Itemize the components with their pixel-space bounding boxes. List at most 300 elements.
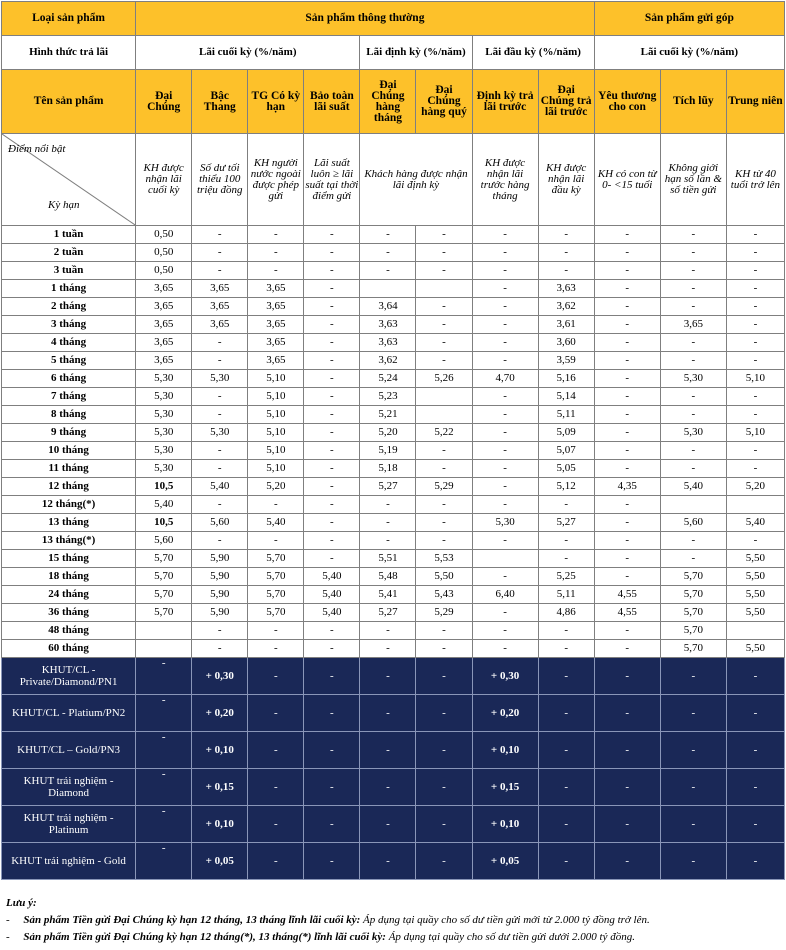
rate-cell-dinh-ky-tra-truoc: - — [472, 262, 538, 280]
rate-cell-dinh-ky-tra-truoc: - — [472, 334, 538, 352]
rate-cell-tich-luy: - — [660, 442, 726, 460]
term-cell: 12 tháng — [2, 478, 136, 496]
bonus-row — [2, 695, 785, 732]
rate-cell-trung-nien: - — [726, 226, 784, 244]
bonus-label: KHUT/CL – Gold/PN3 — [2, 732, 136, 769]
rate-cell-bao-toan: - — [304, 406, 360, 424]
bonus-cell-dai-chung: - — [136, 843, 192, 880]
rate-cell-trung-nien: - — [726, 298, 784, 316]
bonus-cell-trung-nien: - — [726, 695, 784, 732]
rate-cell-bac-thang: 5,90 — [192, 604, 248, 622]
term-cell: 12 tháng(*) — [2, 496, 136, 514]
rate-cell-bac-thang: 5,90 — [192, 550, 248, 568]
term-cell: 11 tháng — [2, 460, 136, 478]
rate-cell-bao-toan: - — [304, 640, 360, 658]
rate-cell-tich-luy: - — [660, 388, 726, 406]
rate-cell-dai-chung-hang-quy: 5,53 — [416, 550, 472, 568]
rate-cell-dai-chung-hang-quy: - — [416, 460, 472, 478]
rate-cell-yeu-thuong: - — [594, 280, 660, 298]
bonus-cell-dai-chung: - — [136, 806, 192, 843]
rate-cell-trung-nien: - — [726, 460, 784, 478]
rate-cell-tg-co-ky-han: - — [248, 532, 304, 550]
rate-cell-dinh-ky-tra-truoc: 4,70 — [472, 370, 538, 388]
rate-cell-dai-chung-hang-thang: - — [360, 262, 416, 280]
rate-cell-yeu-thuong: - — [594, 298, 660, 316]
bonus-cell-dai-chung-hang-thang: - — [360, 695, 416, 732]
rate-cell-dai-chung-tra-truoc: 5,09 — [538, 424, 594, 442]
rate-cell-dai-chung-hang-thang: 3,63 — [360, 334, 416, 352]
col-dai-chung-hang-thang: Đại Chúng hàng tháng — [360, 70, 416, 134]
rate-cell-tg-co-ky-han: - — [248, 244, 304, 262]
rate-cell-trung-nien: - — [726, 532, 784, 550]
rate-cell-dinh-ky-tra-truoc: 5,30 — [472, 514, 538, 532]
rate-cell-tg-co-ky-han: 5,10 — [248, 406, 304, 424]
rate-cell-tich-luy: - — [660, 298, 726, 316]
bonus-cell-bao-toan: - — [304, 806, 360, 843]
rate-cell-yeu-thuong: - — [594, 316, 660, 334]
table-row — [2, 586, 785, 604]
rate-cell-trung-nien: 5,50 — [726, 604, 784, 622]
rate-cell-dai-chung: 5,30 — [136, 388, 192, 406]
rate-cell-dai-chung-hang-quy: - — [416, 262, 472, 280]
rate-cell-bao-toan: - — [304, 550, 360, 568]
bonus-cell-bao-toan: - — [304, 695, 360, 732]
col-bao-toan: Bảo toàn lãi suất — [304, 70, 360, 134]
payment-method-label: Hình thức trả lãi — [2, 36, 136, 70]
rate-cell-bao-toan: - — [304, 424, 360, 442]
note-2-text: Áp dụng tại quầy cho số dư tiền gửi dưới 2.000 tỷ đồng. — [385, 931, 635, 943]
col-dai-chung-tra-truoc: Đại Chúng trả lãi trước — [538, 70, 594, 134]
rate-cell-yeu-thuong: - — [594, 406, 660, 424]
rate-cell-dai-chung-tra-truoc: 5,16 — [538, 370, 594, 388]
bonus-label: KHUT trải nghiệm - Gold — [2, 843, 136, 880]
rate-cell-tg-co-ky-han: 5,10 — [248, 442, 304, 460]
note-1-text: Áp dụng tại quầy cho số dư tiền gửi mới từ 2.000 tỷ đồng trở lên. — [360, 914, 650, 926]
rate-cell-bac-thang: 5,40 — [192, 478, 248, 496]
rate-cell-trung-nien: 5,50 — [726, 640, 784, 658]
upfront-interest-header: Lãi đầu kỳ (%/năm) — [472, 36, 594, 70]
rate-cell-tich-luy: - — [660, 262, 726, 280]
term-cell: 60 tháng — [2, 640, 136, 658]
rate-cell-tg-co-ky-han: 5,70 — [248, 604, 304, 622]
bonus-cell-dai-chung-tra-truoc: - — [538, 732, 594, 769]
rate-cell-dai-chung-hang-quy: 5,29 — [416, 604, 472, 622]
rate-cell-dai-chung-hang-thang: 5,20 — [360, 424, 416, 442]
rate-cell-bao-toan: - — [304, 370, 360, 388]
rate-cell-tg-co-ky-han: 3,65 — [248, 298, 304, 316]
rate-cell-dai-chung: 0,50 — [136, 244, 192, 262]
rate-cell-yeu-thuong: - — [594, 370, 660, 388]
rate-cell-dinh-ky-tra-truoc: - — [472, 604, 538, 622]
rate-cell-dai-chung-hang-thang: 5,24 — [360, 370, 416, 388]
bonus-cell-bac-thang: + 0,30 — [192, 658, 248, 695]
rate-cell-dai-chung-hang-thang: - — [360, 622, 416, 640]
col-tg-co-ky-han: TG Có kỳ hạn — [248, 70, 304, 134]
desc-bao-toan: Lãi suất luôn ≥ lãi suất tại thời điểm gửi — [304, 134, 360, 226]
bonus-cell-dai-chung-hang-thang: - — [360, 658, 416, 695]
rate-cell-dai-chung-hang-thang: 3,62 — [360, 352, 416, 370]
rate-cell-yeu-thuong: - — [594, 640, 660, 658]
bonus-row — [2, 806, 785, 843]
bonus-cell-dinh-ky-tra-truoc: + 0,30 — [472, 658, 538, 695]
desc-tich-luy: Không giới hạn số lần & số tiền gửi — [660, 134, 726, 226]
rate-cell-bao-toan: - — [304, 622, 360, 640]
rate-cell-tich-luy — [660, 496, 726, 514]
bonus-cell-dai-chung: - — [136, 769, 192, 806]
rate-cell-dai-chung: 5,70 — [136, 604, 192, 622]
rate-cell-bao-toan: - — [304, 352, 360, 370]
rate-cell-dai-chung-hang-thang: - — [360, 640, 416, 658]
table-row — [2, 424, 785, 442]
rate-cell-yeu-thuong: - — [594, 334, 660, 352]
rate-cell-tg-co-ky-han: - — [248, 226, 304, 244]
note-2-bold: Sản phẩm Tiền gửi Đại Chúng kỳ hạn 12 tháng(*), 13 tháng(*) lĩnh lãi cuối kỳ: — [23, 931, 386, 943]
rate-cell-dai-chung-hang-thang: 5,48 — [360, 568, 416, 586]
rate-cell-dai-chung: 3,65 — [136, 352, 192, 370]
rate-cell-tich-luy: - — [660, 550, 726, 568]
rate-cell-yeu-thuong: - — [594, 226, 660, 244]
bonus-cell-tich-luy: - — [660, 732, 726, 769]
rate-cell-yeu-thuong: - — [594, 496, 660, 514]
rate-cell-bac-thang: - — [192, 244, 248, 262]
rate-cell-bac-thang: - — [192, 622, 248, 640]
table-row — [2, 460, 785, 478]
rate-cell-dai-chung-tra-truoc: 3,61 — [538, 316, 594, 334]
bonus-cell-dai-chung-hang-quy: - — [416, 806, 472, 843]
rate-cell-yeu-thuong: 4,35 — [594, 478, 660, 496]
rate-cell-tich-luy: - — [660, 244, 726, 262]
rate-cell-dai-chung-tra-truoc: 5,14 — [538, 388, 594, 406]
rate-cell-dai-chung-tra-truoc: 5,12 — [538, 478, 594, 496]
table-row — [2, 442, 785, 460]
table-row — [2, 226, 785, 244]
bonus-cell-dinh-ky-tra-truoc: + 0,10 — [472, 806, 538, 843]
rate-cell-bao-toan: - — [304, 334, 360, 352]
rate-cell-dai-chung: 5,70 — [136, 550, 192, 568]
rate-cell-dai-chung-hang-thang: - — [360, 226, 416, 244]
bonus-cell-yeu-thuong: - — [594, 769, 660, 806]
rate-cell-bac-thang: 5,60 — [192, 514, 248, 532]
highlights-row — [2, 134, 785, 226]
bonus-row — [2, 843, 785, 880]
bonus-label: KHUT/CL - Private/Diamond/PN1 — [2, 658, 136, 695]
rate-cell-tich-luy: 5,70 — [660, 622, 726, 640]
rate-cell-dai-chung: 0,50 — [136, 262, 192, 280]
bonus-cell-trung-nien: - — [726, 732, 784, 769]
rate-cell-tg-co-ky-han: 5,10 — [248, 370, 304, 388]
rate-cell-trung-nien: - — [726, 352, 784, 370]
term-cell: 8 tháng — [2, 406, 136, 424]
rate-cell-dai-chung: 3,65 — [136, 298, 192, 316]
rate-cell-bac-thang: 3,65 — [192, 298, 248, 316]
rate-cell-dai-chung-hang-quy: 5,43 — [416, 586, 472, 604]
term-cell: 2 tháng — [2, 298, 136, 316]
bonus-cell-dai-chung-tra-truoc: - — [538, 806, 594, 843]
rate-cell-dai-chung-tra-truoc: 3,60 — [538, 334, 594, 352]
rate-cell-trung-nien: - — [726, 442, 784, 460]
rate-cell-dai-chung-hang-quy: - — [416, 532, 472, 550]
rate-cell-dai-chung-tra-truoc: 3,62 — [538, 298, 594, 316]
rate-cell-bac-thang: - — [192, 262, 248, 280]
rate-cell-dai-chung-hang-quy: - — [416, 622, 472, 640]
rate-cell-yeu-thuong: - — [594, 352, 660, 370]
table-row — [2, 388, 785, 406]
rate-cell-bao-toan: - — [304, 532, 360, 550]
rate-cell-yeu-thuong: 4,55 — [594, 586, 660, 604]
desc-dinh-ky: Khách hàng được nhận lãi định kỳ — [360, 134, 472, 226]
rate-cell-bao-toan: - — [304, 460, 360, 478]
bonus-cell-bac-thang: + 0,05 — [192, 843, 248, 880]
rate-cell-bao-toan: - — [304, 514, 360, 532]
bonus-cell-bac-thang: + 0,10 — [192, 806, 248, 843]
table-row — [2, 640, 785, 658]
rate-cell-dai-chung-hang-quy — [416, 388, 472, 406]
rate-cell-dinh-ky-tra-truoc: - — [472, 640, 538, 658]
rate-cell-bac-thang: - — [192, 352, 248, 370]
bonus-cell-dai-chung-hang-quy: - — [416, 843, 472, 880]
rate-cell-dai-chung-hang-thang: 5,18 — [360, 460, 416, 478]
table-row — [2, 352, 785, 370]
bonus-cell-bao-toan: - — [304, 658, 360, 695]
rate-cell-bao-toan: - — [304, 316, 360, 334]
rate-cell-yeu-thuong: - — [594, 442, 660, 460]
rate-cell-bao-toan: - — [304, 280, 360, 298]
term-cell: 1 tháng — [2, 280, 136, 298]
bonus-cell-yeu-thuong: - — [594, 695, 660, 732]
rate-cell-yeu-thuong: - — [594, 568, 660, 586]
rate-cell-dai-chung-hang-quy — [416, 406, 472, 424]
table-row — [2, 532, 785, 550]
rate-cell-dai-chung-tra-truoc: 5,07 — [538, 442, 594, 460]
rate-cell-yeu-thuong: - — [594, 262, 660, 280]
rate-cell-trung-nien: 5,10 — [726, 370, 784, 388]
rate-cell-dai-chung: 3,65 — [136, 334, 192, 352]
table-row — [2, 478, 785, 496]
rate-cell-dinh-ky-tra-truoc: - — [472, 316, 538, 334]
rate-cell-bac-thang: - — [192, 388, 248, 406]
interest-rate-table — [1, 1, 785, 880]
rate-cell-dai-chung-hang-quy: - — [416, 514, 472, 532]
note-1-bold: Sản phẩm Tiền gửi Đại Chúng kỳ hạn 12 tháng, 13 tháng lĩnh lãi cuối kỳ: — [23, 914, 361, 926]
rate-cell-bac-thang: - — [192, 460, 248, 478]
rate-cell-trung-nien: 5,40 — [726, 514, 784, 532]
bonus-label: KHUT trải nghiệm - Diamond — [2, 769, 136, 806]
note-2: - Sản phẩm Tiền gửi Đại Chúng kỳ hạn 12 tháng(*), 13 tháng(*) lĩnh lãi cuối kỳ: Áp dụng tại quầy cho số dư tiền gửi dưới 2.000 tỷ đồng. — [6, 931, 635, 943]
rate-cell-tg-co-ky-han: 3,65 — [248, 352, 304, 370]
rate-cell-dai-chung-tra-truoc: 5,05 — [538, 460, 594, 478]
rate-cell-tich-luy: 5,60 — [660, 514, 726, 532]
rate-cell-tg-co-ky-han: 5,10 — [248, 460, 304, 478]
bonus-cell-tich-luy: - — [660, 843, 726, 880]
rate-cell-dai-chung-hang-thang: 5,27 — [360, 478, 416, 496]
rate-cell-tich-luy: 5,40 — [660, 478, 726, 496]
rate-cell-dai-chung-tra-truoc: 5,11 — [538, 586, 594, 604]
rate-cell-dai-chung-tra-truoc: 3,63 — [538, 280, 594, 298]
rate-cell-bac-thang: 5,90 — [192, 568, 248, 586]
bonus-row — [2, 732, 785, 769]
rate-cell-bao-toan: - — [304, 298, 360, 316]
table-row — [2, 316, 785, 334]
rate-cell-tich-luy: 5,70 — [660, 604, 726, 622]
bonus-cell-dai-chung: - — [136, 695, 192, 732]
rate-cell-dai-chung: 5,70 — [136, 586, 192, 604]
bonus-cell-dai-chung-hang-thang: - — [360, 732, 416, 769]
rate-cell-bao-toan: - — [304, 496, 360, 514]
bonus-cell-dai-chung-hang-quy: - — [416, 732, 472, 769]
rate-cell-yeu-thuong: - — [594, 622, 660, 640]
rate-cell-tich-luy: - — [660, 226, 726, 244]
bonus-cell-yeu-thuong: - — [594, 732, 660, 769]
rate-cell-dinh-ky-tra-truoc: - — [472, 406, 538, 424]
rate-cell-trung-nien: 5,20 — [726, 478, 784, 496]
col-dinh-ky-tra-truoc: Định kỳ trả lãi trước — [472, 70, 538, 134]
bonus-cell-dai-chung: - — [136, 732, 192, 769]
rate-cell-trung-nien: - — [726, 280, 784, 298]
term-cell: 15 tháng — [2, 550, 136, 568]
highlights-label: Điểm nổi bật — [8, 143, 66, 155]
bonus-cell-tg-co-ky-han: - — [248, 658, 304, 695]
rate-cell-tg-co-ky-han: 5,10 — [248, 424, 304, 442]
bonus-cell-trung-nien: - — [726, 658, 784, 695]
rate-cell-tg-co-ky-han: 5,70 — [248, 568, 304, 586]
rate-cell-dai-chung-tra-truoc: 3,59 — [538, 352, 594, 370]
rate-cell-dai-chung-tra-truoc: - — [538, 262, 594, 280]
bonus-label: KHUT/CL - Platium/PN2 — [2, 695, 136, 732]
term-cell: 3 tuần — [2, 262, 136, 280]
rate-cell-dai-chung-hang-thang: 5,21 — [360, 406, 416, 424]
rate-cell-tg-co-ky-han: 5,70 — [248, 550, 304, 568]
rate-cell-yeu-thuong: - — [594, 244, 660, 262]
bonus-cell-dinh-ky-tra-truoc: + 0,15 — [472, 769, 538, 806]
rate-cell-trung-nien: - — [726, 334, 784, 352]
rate-cell-dai-chung-tra-truoc: - — [538, 244, 594, 262]
bonus-cell-dai-chung-tra-truoc: - — [538, 695, 594, 732]
rate-cell-dai-chung-hang-quy: - — [416, 640, 472, 658]
rate-cell-dai-chung-hang-thang: 5,27 — [360, 604, 416, 622]
rate-cell-bac-thang: 3,65 — [192, 280, 248, 298]
header-row-2 — [2, 36, 785, 70]
table-row — [2, 298, 785, 316]
table-row — [2, 496, 785, 514]
bonus-cell-dai-chung-hang-thang: - — [360, 806, 416, 843]
rate-cell-yeu-thuong: - — [594, 514, 660, 532]
rate-cell-dai-chung: 3,65 — [136, 280, 192, 298]
rate-cell-tg-co-ky-han: 3,65 — [248, 316, 304, 334]
bonus-cell-bac-thang: + 0,10 — [192, 732, 248, 769]
rate-cell-dai-chung-tra-truoc: - — [538, 496, 594, 514]
header-row-1 — [2, 2, 785, 36]
bonus-cell-dai-chung-tra-truoc: - — [538, 843, 594, 880]
bonus-cell-yeu-thuong: - — [594, 658, 660, 695]
bonus-cell-bac-thang: + 0,15 — [192, 769, 248, 806]
rate-cell-bao-toan: - — [304, 442, 360, 460]
desc-dinh-ky-tra-truoc: KH được nhận lãi trước hàng tháng — [472, 134, 538, 226]
bonus-cell-tg-co-ky-han: - — [248, 695, 304, 732]
rate-cell-dai-chung-hang-thang: 3,63 — [360, 316, 416, 334]
rate-cell-dai-chung-tra-truoc: - — [538, 622, 594, 640]
rate-cell-tg-co-ky-han: 5,10 — [248, 388, 304, 406]
table-row — [2, 406, 785, 424]
bonus-cell-trung-nien: - — [726, 806, 784, 843]
rate-cell-dai-chung-tra-truoc: - — [538, 532, 594, 550]
rate-cell-trung-nien — [726, 622, 784, 640]
rate-cell-dai-chung-hang-quy: - — [416, 244, 472, 262]
notes-section — [6, 895, 782, 946]
rate-cell-tich-luy: - — [660, 334, 726, 352]
rate-cell-yeu-thuong: - — [594, 460, 660, 478]
rate-cell-dai-chung-hang-thang: - — [360, 532, 416, 550]
rate-cell-dinh-ky-tra-truoc: 6,40 — [472, 586, 538, 604]
bonus-cell-tg-co-ky-han: - — [248, 769, 304, 806]
rate-cell-bac-thang: 5,30 — [192, 370, 248, 388]
bonus-cell-bac-thang: + 0,20 — [192, 695, 248, 732]
rate-cell-dai-chung: 0,50 — [136, 226, 192, 244]
rate-cell-trung-nien: - — [726, 262, 784, 280]
table-row — [2, 622, 785, 640]
rate-cell-tg-co-ky-han: 5,40 — [248, 514, 304, 532]
rate-cell-dai-chung: 5,40 — [136, 496, 192, 514]
rate-cell-dinh-ky-tra-truoc: - — [472, 460, 538, 478]
rate-cell-dinh-ky-tra-truoc: - — [472, 424, 538, 442]
rate-cell-bao-toan: - — [304, 478, 360, 496]
note-1: - Sản phẩm Tiền gửi Đại Chúng kỳ hạn 12 tháng, 13 tháng lĩnh lãi cuối kỳ: Áp dụng tại quầy cho số dư tiền gửi mới từ 2.000 tỷ đồng trở lên. — [6, 914, 650, 926]
rate-cell-bao-toan: 5,40 — [304, 604, 360, 622]
col-trung-nien: Trung niên — [726, 70, 784, 134]
term-cell: 5 tháng — [2, 352, 136, 370]
table-row — [2, 514, 785, 532]
bonus-cell-dai-chung-hang-quy: - — [416, 769, 472, 806]
rate-cell-dinh-ky-tra-truoc: - — [472, 352, 538, 370]
desc-dai-chung-tra-truoc: KH được nhận lãi đầu kỳ — [538, 134, 594, 226]
rate-cell-yeu-thuong: 4,55 — [594, 604, 660, 622]
rate-cell-tg-co-ky-han: 5,70 — [248, 586, 304, 604]
rate-cell-dinh-ky-tra-truoc: - — [472, 478, 538, 496]
rate-cell-dinh-ky-tra-truoc: - — [472, 298, 538, 316]
rate-cell-trung-nien: - — [726, 388, 784, 406]
bonus-cell-dinh-ky-tra-truoc: + 0,20 — [472, 695, 538, 732]
periodic-interest-header: Lãi định kỳ (%/năm) — [360, 36, 472, 70]
highlights-term-corner — [2, 134, 136, 226]
rate-cell-tich-luy: 5,70 — [660, 640, 726, 658]
term-cell: 24 tháng — [2, 586, 136, 604]
rate-cell-bac-thang: 5,30 — [192, 424, 248, 442]
table-row — [2, 244, 785, 262]
rate-cell-tich-luy: 5,70 — [660, 586, 726, 604]
term-cell: 3 tháng — [2, 316, 136, 334]
regular-products-header: Sản phẩm thông thường — [136, 2, 595, 36]
bonus-cell-trung-nien: - — [726, 843, 784, 880]
rate-cell-dinh-ky-tra-truoc: - — [472, 568, 538, 586]
rate-cell-tich-luy: - — [660, 532, 726, 550]
rate-cell-dinh-ky-tra-truoc: - — [472, 622, 538, 640]
rate-cell-trung-nien: - — [726, 244, 784, 262]
rate-cell-trung-nien: 5,50 — [726, 586, 784, 604]
col-tich-luy: Tích lũy — [660, 70, 726, 134]
rate-cell-yeu-thuong: - — [594, 532, 660, 550]
rate-cell-dai-chung: 5,60 — [136, 532, 192, 550]
term-cell: 7 tháng — [2, 388, 136, 406]
rate-cell-tich-luy: 3,65 — [660, 316, 726, 334]
rate-cell-bac-thang: - — [192, 640, 248, 658]
rate-cell-bao-toan: 5,40 — [304, 568, 360, 586]
rate-cell-dai-chung-tra-truoc: - — [538, 550, 594, 568]
rate-cell-dai-chung: 5,30 — [136, 460, 192, 478]
rate-cell-dai-chung: 5,30 — [136, 370, 192, 388]
rate-cell-dai-chung-hang-thang: 5,51 — [360, 550, 416, 568]
rate-cell-tg-co-ky-han: 3,65 — [248, 280, 304, 298]
rate-cell-dai-chung-hang-quy: - — [416, 352, 472, 370]
term-cell: 4 tháng — [2, 334, 136, 352]
